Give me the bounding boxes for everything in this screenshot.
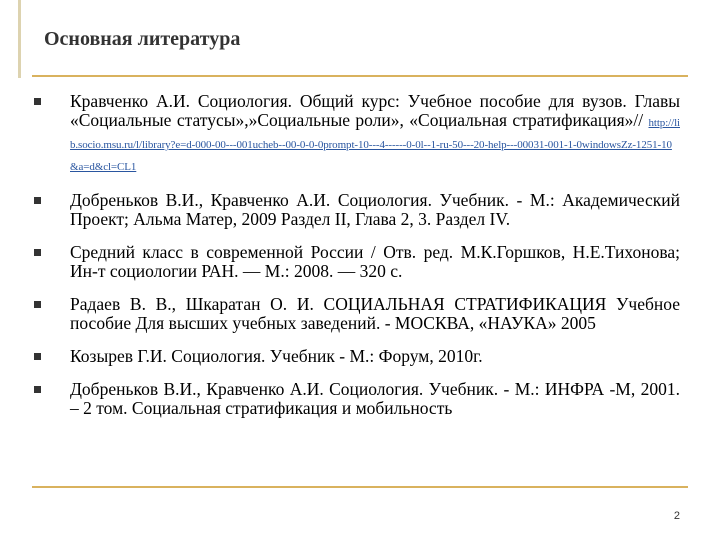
reference-text: Козырев Г.И. Социология. Учебник - М.: Форум, 2010г. (70, 346, 483, 366)
list-item (30, 191, 680, 229)
reference-text (70, 92, 680, 177)
square-bullet-icon (34, 301, 41, 308)
list-item (30, 92, 680, 177)
reference-text-body: Кравченко А.И. Социология. Общий курс: Учебное пособие для вузов. Главы «Социальные статусы»,»Социальные роли», «Социальная стратификация»// (70, 91, 680, 130)
library-link[interactable]: http://lib.socio.msu.ru/l/library?e=d-000-00---001ucheb--00-0-0-0prompt-10---4------0-0l--1-ru-50---20-help---00031-001-1-0windowsZz-1251-10&a=d&cl=CL1 (70, 117, 680, 173)
reference-text: Средний класс в современной России / Отв. ред. М.К.Горшков, Н.Е.Тихонова; Ин-т социологии РАН. — М.: 2008. — 320 с. (70, 242, 680, 281)
left-accent-line (18, 0, 21, 78)
list-item (30, 347, 680, 366)
slide-title: Основная литература (44, 28, 241, 50)
list-item (30, 295, 680, 333)
reference-text: Радаев В. В., Шкаратан О. И. СОЦИАЛЬНАЯ СТРАТИФИКАЦИЯ Учебное пособие Для высших учебных заведений. - МОСКВА, «НАУКА» 2005 (70, 294, 680, 333)
reference-list (30, 92, 680, 432)
reference-text: Добреньков В.И., Кравченко А.И. Социология. Учебник. - М.: Академический Проект; Альма Матер, 2009 Раздел II, Глава 2, 3. Раздел IV. (70, 190, 680, 229)
list-item (30, 380, 680, 418)
square-bullet-icon (34, 98, 41, 105)
square-bullet-icon (34, 386, 41, 393)
square-bullet-icon (34, 197, 41, 204)
footer-divider (32, 486, 688, 488)
reference-text: Добреньков В.И., Кравченко А.И. Социология. Учебник. - М.: ИНФРА -М, 2001. – 2 том. Социальная стратификация и мобильность (70, 379, 680, 418)
title-divider (32, 75, 688, 77)
square-bullet-icon (34, 249, 41, 256)
page-number: 2 (673, 510, 680, 522)
square-bullet-icon (34, 353, 41, 360)
list-item (30, 243, 680, 281)
